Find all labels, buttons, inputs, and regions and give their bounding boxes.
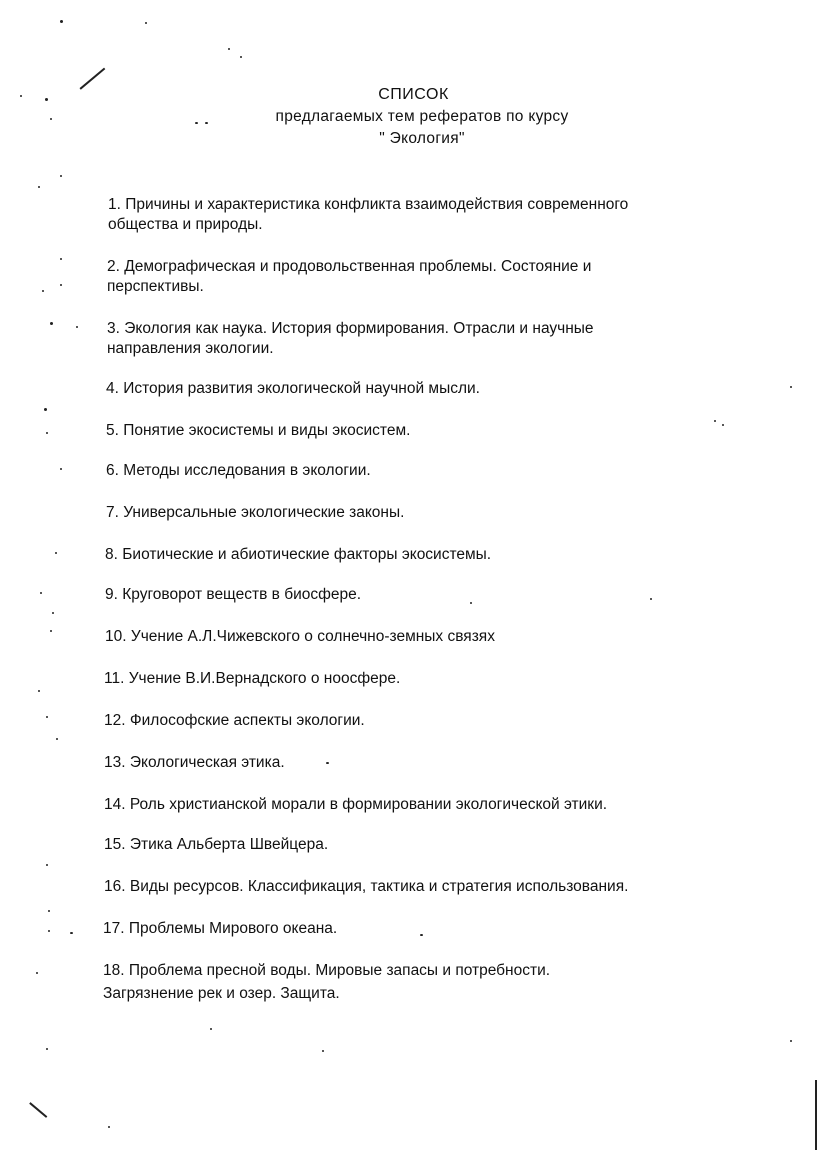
topic-item-1-line-2: общества и природы. [108,216,263,233]
topic-item-5: 5. Понятие экосистемы и виды экосистем. [106,422,411,439]
scan-speck [650,598,652,600]
scan-speck [60,284,62,286]
scan-speck [470,602,472,604]
scan-speck [714,420,716,422]
scan-speck [48,910,50,912]
scan-speck [195,122,198,124]
scan-speck [40,592,42,594]
topic-item-4: 4. История развития экологической научной мысли. [106,380,480,397]
topic-item-9: 9. Круговорот веществ в биосфере. [105,586,362,603]
scan-speck [56,738,58,740]
scan-speck [50,630,52,632]
scan-speck [52,612,54,614]
scan-speck [50,322,53,325]
scan-speck [60,20,63,23]
scan-speck [45,98,48,101]
page-subtitle: предлагаемых тем рефератов по курсу [275,108,569,125]
topic-item-18-line-1: 18. Проблема пресной воды. Мировые запасы и потребности. [103,962,551,979]
scan-speck [46,1048,48,1050]
scan-speck [790,386,792,388]
page-title: СПИСОК [378,86,449,103]
scan-mark [815,1080,817,1150]
scan-speck [46,716,48,718]
topic-item-3-line-1: 3. Экология как наука. История формирования. Отрасли и научные [107,320,594,337]
topic-item-15: 15. Этика Альберта Швейцера. [104,836,329,853]
scan-speck [70,932,73,934]
scan-speck [240,56,242,58]
scan-speck [38,186,40,188]
topic-item-1-line-1: 1. Причины и характеристика конфликта взаимодействия современного [108,196,629,213]
topic-item-17: 17. Проблемы Мирового океана. [103,920,338,937]
scan-speck [322,1050,324,1052]
scan-speck [420,934,423,936]
scan-speck [205,122,208,124]
scan-speck [44,408,47,411]
topic-item-2-line-1: 2. Демографическая и продовольственная проблемы. Состояние и [107,258,592,275]
scan-speck [228,48,230,50]
scan-speck [790,1040,792,1042]
scan-speck [46,864,48,866]
scan-speck [108,1126,110,1128]
topic-item-11: 11. Учение В.И.Вернадского о ноосфере. [104,670,401,687]
topic-item-7: 7. Универсальные экологические законы. [106,504,405,521]
scan-speck [60,468,62,470]
topic-item-14: 14. Роль христианской морали в формировании экологической этики. [104,796,608,813]
scan-speck [60,175,62,177]
topic-item-8: 8. Биотические и абиотические факторы экосистемы. [105,546,492,563]
scan-speck [38,690,40,692]
topic-item-12: 12. Философские аспекты экологии. [104,712,365,729]
scan-speck [60,258,62,260]
scan-speck [210,1028,212,1030]
scan-speck [48,930,50,932]
course-name: " Экология" [379,130,465,147]
scan-speck [46,432,48,434]
topic-item-3-line-2: направления экологии. [107,340,274,357]
scan-speck [76,326,78,328]
scan-speck [326,762,329,764]
scan-speck [722,424,724,426]
scan-speck [20,95,22,97]
topic-item-2-line-2: перспективы. [107,278,204,295]
topic-item-6: 6. Методы исследования в экологии. [106,462,371,479]
scan-speck [55,552,57,554]
scan-speck [145,22,147,24]
scan-speck [42,290,44,292]
topic-item-13: 13. Экологическая этика. [104,754,285,771]
scan-speck [36,972,38,974]
topic-item-10: 10. Учение А.Л.Чижевского о солнечно-земных связях [105,628,495,645]
topic-item-16: 16. Виды ресурсов. Классификация, тактика и стратегия использования. [104,878,629,895]
topic-item-18-line-2: Загрязнение рек и озер. Защита. [103,985,340,1002]
scan-speck [50,118,52,120]
